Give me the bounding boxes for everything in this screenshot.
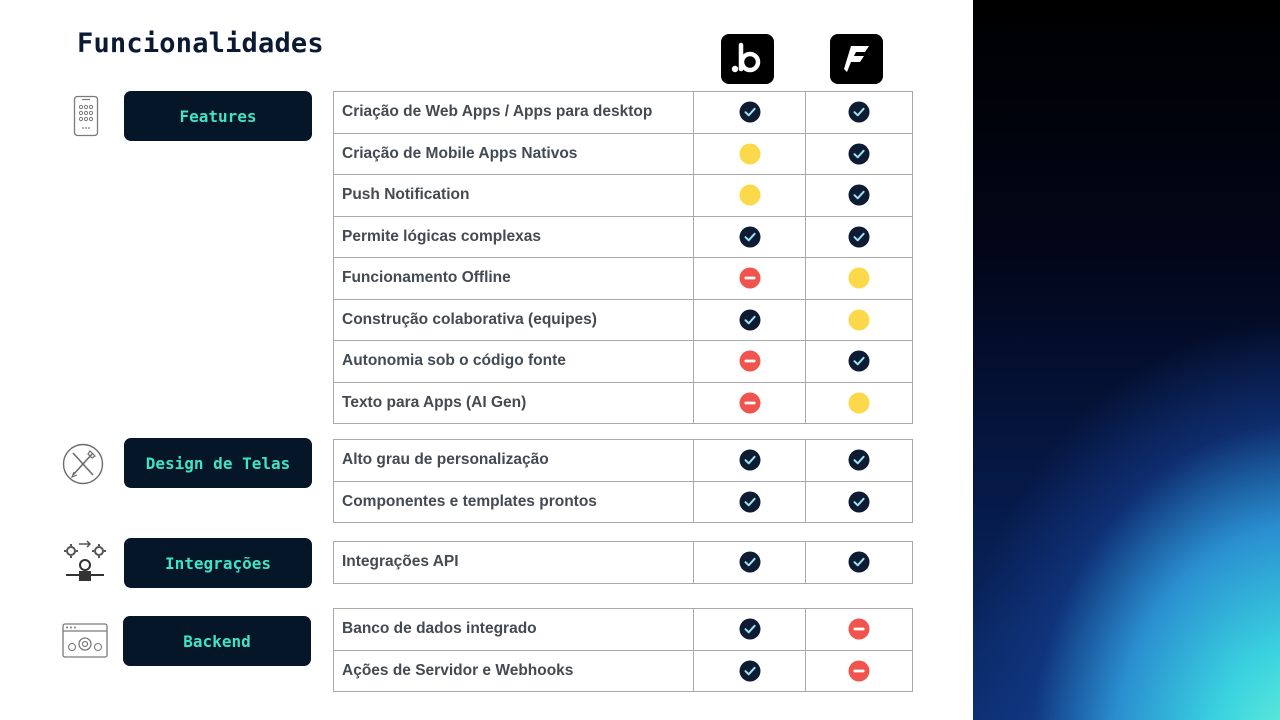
check-icon [739, 553, 761, 570]
page-title: Funcionalidades [77, 28, 324, 59]
check-icon [848, 553, 870, 570]
section-label-design: Design de Telas [124, 438, 312, 488]
integration-gears-icon [62, 539, 108, 588]
flutterflow-logo-icon [830, 34, 883, 84]
bubble-status-cell [694, 133, 806, 175]
flutterflow-status-cell [806, 609, 913, 651]
feature-name: Banco de dados integrado [334, 609, 694, 651]
features-table [333, 91, 913, 424]
check-icon [739, 451, 761, 468]
feature-name: Componentes e templates prontos [334, 481, 694, 523]
table-row [334, 609, 913, 651]
check-icon [848, 186, 870, 203]
bubble-status-cell [694, 650, 806, 692]
feature-name: Alto grau de personalização [334, 440, 694, 482]
bubble-status-cell [694, 382, 806, 424]
bubble-status-cell [694, 258, 806, 300]
flutterflow-status-cell [806, 650, 913, 692]
flutterflow-status-cell [806, 440, 913, 482]
bubble-status-cell [694, 175, 806, 217]
table-row [334, 216, 913, 258]
bubble-status-cell [694, 92, 806, 134]
table-row [334, 650, 913, 692]
decorative-gradient-panel [973, 0, 1280, 720]
unavailable-icon [848, 662, 870, 679]
unavailable-icon [739, 352, 761, 369]
table-row [334, 382, 913, 424]
bubble-status-cell [694, 481, 806, 523]
table-row [334, 341, 913, 383]
bubble-status-cell [694, 299, 806, 341]
feature-name: Criação de Mobile Apps Nativos [334, 133, 694, 175]
check-icon [739, 493, 761, 510]
server-settings-icon [62, 623, 108, 664]
check-icon [739, 311, 761, 328]
design-tools-icon [62, 443, 104, 490]
unavailable-icon [848, 620, 870, 637]
partial-dot-icon [848, 394, 870, 411]
flutterflow-status-cell [806, 216, 913, 258]
feature-name: Texto para Apps (AI Gen) [334, 382, 694, 424]
flutterflow-status-cell [806, 133, 913, 175]
flutterflow-status-cell [806, 175, 913, 217]
partial-dot-icon [848, 311, 870, 328]
feature-name: Funcionamento Offline [334, 258, 694, 300]
backend-table [333, 608, 913, 692]
table-row [334, 92, 913, 134]
section-label-backend: Backend [123, 616, 311, 666]
bubble-status-cell [694, 440, 806, 482]
flutterflow-status-cell [806, 299, 913, 341]
mobile-phone-icon [73, 95, 99, 142]
table-row [334, 258, 913, 300]
flutterflow-status-cell [806, 92, 913, 134]
table-row [334, 481, 913, 523]
feature-name: Criação de Web Apps / Apps para desktop [334, 92, 694, 134]
flutterflow-status-cell [806, 258, 913, 300]
flutterflow-status-cell [806, 341, 913, 383]
table-row [334, 175, 913, 217]
feature-name: Ações de Servidor e Webhooks [334, 650, 694, 692]
bubble-logo-icon [721, 34, 774, 84]
check-icon [739, 620, 761, 637]
bubble-status-cell [694, 542, 806, 584]
check-icon [848, 451, 870, 468]
section-label-integrations: Integrações [124, 538, 312, 588]
integrations-table [333, 541, 913, 584]
feature-name: Integrações API [334, 542, 694, 584]
check-icon [848, 493, 870, 510]
partial-dot-icon [739, 186, 761, 203]
unavailable-icon [739, 269, 761, 286]
table-row [334, 542, 913, 584]
partial-dot-icon [848, 269, 870, 286]
bubble-status-cell [694, 341, 806, 383]
check-icon [739, 103, 761, 120]
flutterflow-status-cell [806, 542, 913, 584]
check-icon [739, 228, 761, 245]
unavailable-icon [739, 394, 761, 411]
check-icon [848, 145, 870, 162]
bubble-status-cell [694, 609, 806, 651]
feature-name: Autonomia sob o código fonte [334, 341, 694, 383]
check-icon [848, 352, 870, 369]
table-row [334, 133, 913, 175]
section-label-features: Features [124, 91, 312, 141]
feature-name: Construção colaborativa (equipes) [334, 299, 694, 341]
check-icon [848, 103, 870, 120]
check-icon [848, 228, 870, 245]
feature-name: Permite lógicas complexas [334, 216, 694, 258]
flutterflow-status-cell [806, 481, 913, 523]
flutterflow-status-cell [806, 382, 913, 424]
bubble-status-cell [694, 216, 806, 258]
feature-name: Push Notification [334, 175, 694, 217]
check-icon [739, 662, 761, 679]
table-row [334, 299, 913, 341]
partial-dot-icon [739, 145, 761, 162]
design-table [333, 439, 913, 523]
table-row [334, 440, 913, 482]
